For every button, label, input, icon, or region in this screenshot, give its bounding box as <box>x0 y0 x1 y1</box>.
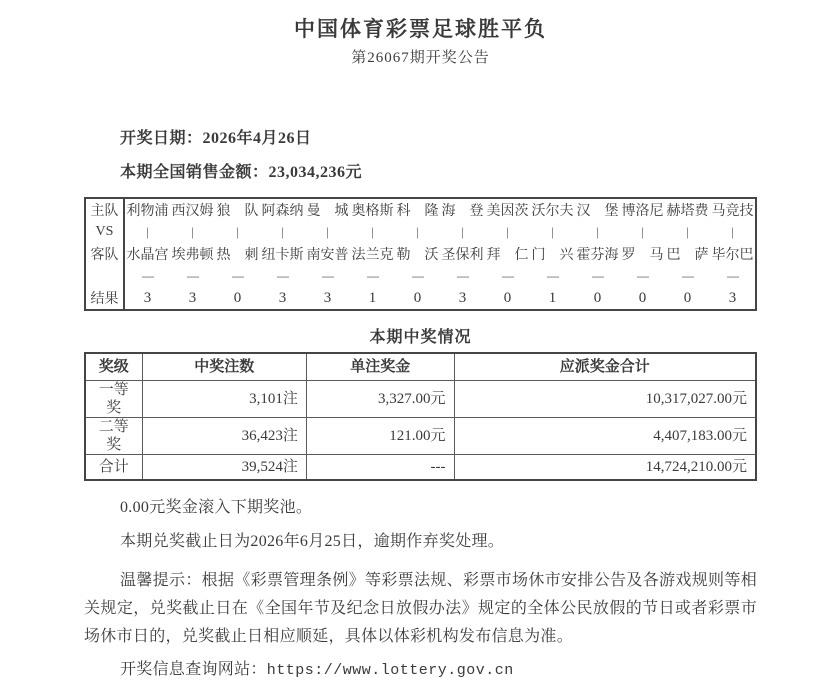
away-team-name: 巴 萨 <box>666 248 709 263</box>
score-placeholder: ---- <box>501 268 514 283</box>
column-header-total: 应派奖金合计 <box>454 353 756 381</box>
page-title: 中国体育彩票足球胜平负 <box>294 17 547 41</box>
match-column <box>170 199 215 309</box>
away-team-name: 水晶宫 <box>126 248 169 263</box>
draw-date-line: 开奖日期：2026年4月26日 <box>120 130 312 147</box>
vs-separator: | <box>326 224 329 239</box>
match-table-row-labels <box>86 199 125 309</box>
match-result-value: 3 <box>188 289 197 306</box>
away-team-name: 拜 仁 <box>486 248 529 263</box>
winning-bets-count: 3,101注 <box>142 381 306 418</box>
match-result-value: 0 <box>593 289 602 306</box>
prize-section-title: 本期中奖情况 <box>369 329 472 346</box>
away-team-name: 南安普 <box>306 248 349 263</box>
away-team-name: 热 刺 <box>216 248 259 263</box>
column-header-per-bet: 单注奖金 <box>306 353 454 381</box>
match-result-value: 3 <box>278 289 287 306</box>
match-results-table <box>84 197 757 311</box>
page-subtitle: 第26067期开奖公告 <box>351 50 490 66</box>
match-columns <box>125 199 755 309</box>
match-column <box>350 199 395 309</box>
prize-tier: 一等奖 <box>85 381 142 418</box>
score-placeholder: ---- <box>726 268 739 283</box>
vs-separator: | <box>506 224 509 239</box>
away-team-name: 纽卡斯 <box>261 248 304 263</box>
home-team-name: 曼 城 <box>306 204 349 219</box>
match-column <box>665 199 710 309</box>
score-placeholder: ---- <box>636 268 649 283</box>
home-team-name: 阿森纳 <box>261 204 304 219</box>
match-column <box>440 199 485 309</box>
score-placeholder: ---- <box>456 268 469 283</box>
away-team-name: 勒 沃 <box>396 248 439 263</box>
home-team-name: 美因茨 <box>486 204 529 219</box>
prize-tier: 合计 <box>85 455 142 481</box>
match-result-value: 3 <box>728 289 737 306</box>
home-team-name: 海 登 <box>441 204 484 219</box>
away-team-name: 法兰克 <box>351 248 394 263</box>
total-prize: 14,724,210.00元 <box>454 455 756 481</box>
vs-separator: | <box>731 224 734 239</box>
match-column <box>260 199 305 309</box>
vs-separator: | <box>191 224 194 239</box>
match-column <box>620 199 665 309</box>
total-prize: 4,407,183.00元 <box>454 418 756 455</box>
prize-table-row <box>85 455 756 481</box>
away-team-name: 圣保利 <box>441 248 484 263</box>
prize-table-row <box>85 418 756 455</box>
per-bet-prize: 3,327.00元 <box>306 381 454 418</box>
vs-separator: | <box>371 224 374 239</box>
column-header-tier: 奖级 <box>85 353 142 381</box>
home-team-name: 马竞技 <box>711 204 754 219</box>
away-team-name: 霍芬海 <box>576 248 619 263</box>
score-placeholder: ---- <box>231 268 244 283</box>
query-site-label: 开奖信息查询网站： <box>120 661 267 678</box>
prize-table-body <box>85 381 756 481</box>
vs-separator: | <box>146 224 149 239</box>
per-bet-prize: --- <box>306 455 454 481</box>
match-result-value: 3 <box>143 289 152 306</box>
score-placeholder: ---- <box>681 268 694 283</box>
match-column <box>485 199 530 309</box>
score-placeholder: ---- <box>276 268 289 283</box>
winning-bets-count: 39,524注 <box>142 455 306 481</box>
winning-bets-count: 36,423注 <box>142 418 306 455</box>
prize-table-header-row <box>85 353 756 381</box>
match-column <box>710 199 755 309</box>
match-result-value: 1 <box>368 289 377 306</box>
reminder-note: 温馨提示：根据《彩票管理条例》等彩票法规、彩票市场休市安排公告及各游戏规则等相关规定，兑奖截止日在《全国年节及纪念日放假办法》规定的全体公民放假的节日或者彩票市场休市日的，兑奖截止日相应顺延，具体以体彩机构发布信息为准。 <box>84 572 757 645</box>
total-prize: 10,317,027.00元 <box>454 381 756 418</box>
score-placeholder: ---- <box>321 268 334 283</box>
vs-row-label: VS <box>95 224 114 239</box>
vs-separator: | <box>641 224 644 239</box>
match-column <box>125 199 170 309</box>
score-placeholder: ---- <box>591 268 604 283</box>
spacer-row-label <box>86 265 123 287</box>
home-team-name: 狼 队 <box>216 204 259 219</box>
match-column <box>530 199 575 309</box>
vs-separator: | <box>461 224 464 239</box>
away-team-name: 毕尔巴 <box>711 248 754 263</box>
column-header-count: 中奖注数 <box>142 353 306 381</box>
match-column <box>575 199 620 309</box>
match-result-value: 0 <box>638 289 647 306</box>
sales-amount-line: 本期全国销售金额：23,034,236元 <box>120 164 363 181</box>
match-result-value: 3 <box>458 289 467 306</box>
match-result-value: 0 <box>503 289 512 306</box>
prize-table <box>84 352 757 481</box>
away-team-name: 门 兴 <box>531 248 574 263</box>
vs-separator: | <box>281 224 284 239</box>
home-team-name: 科 隆 <box>396 204 439 219</box>
per-bet-prize: 121.00元 <box>306 418 454 455</box>
home-team-name: 赫塔费 <box>666 204 709 219</box>
vs-separator: | <box>416 224 419 239</box>
vs-separator: | <box>596 224 599 239</box>
match-result-value: 0 <box>233 289 242 306</box>
score-placeholder: ---- <box>186 268 199 283</box>
score-placeholder: ---- <box>546 268 559 283</box>
match-result-value: 0 <box>683 289 692 306</box>
score-placeholder: ---- <box>366 268 379 283</box>
match-column <box>395 199 440 309</box>
home-team-name: 利物浦 <box>126 204 169 219</box>
vs-separator: | <box>686 224 689 239</box>
deadline-note: 本期兑奖截止日为2026年6月25日，逾期作弃奖处理。 <box>120 533 505 550</box>
prize-table-row <box>85 381 756 418</box>
away-team-name: 罗 马 <box>621 248 664 263</box>
home-team-name: 西汉姆 <box>171 204 214 219</box>
match-column <box>305 199 350 309</box>
result-row-label: 结果 <box>90 292 119 307</box>
home-team-name: 汉 堡 <box>576 204 619 219</box>
home-team-name: 沃尔夫 <box>531 204 574 219</box>
vs-separator: | <box>551 224 554 239</box>
match-result-value: 1 <box>548 289 557 306</box>
query-site-url: https://www.lottery.gov.cn <box>266 662 514 679</box>
away-row-label: 客队 <box>90 248 119 263</box>
away-team-name: 埃弗顿 <box>171 248 214 263</box>
match-column <box>215 199 260 309</box>
home-row-label: 主队 <box>90 204 119 219</box>
score-placeholder: ---- <box>141 268 154 283</box>
home-team-name: 奥格斯 <box>351 204 394 219</box>
home-team-name: 博洛尼 <box>621 204 664 219</box>
rollover-note: 0.00元奖金滚入下期奖池。 <box>120 499 313 516</box>
query-site-line <box>84 659 757 682</box>
vs-separator: | <box>236 224 239 239</box>
match-result-value: 3 <box>323 289 332 306</box>
score-placeholder: ---- <box>411 268 424 283</box>
match-result-value: 0 <box>413 289 422 306</box>
prize-tier: 二等奖 <box>85 418 142 455</box>
